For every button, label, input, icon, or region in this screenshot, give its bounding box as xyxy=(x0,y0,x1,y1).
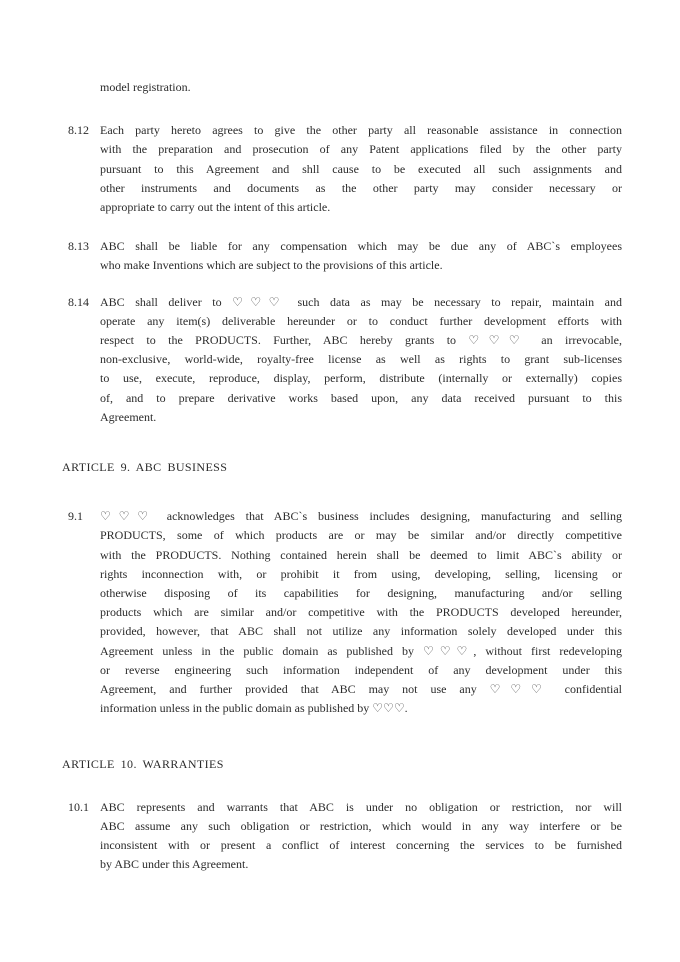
clause-8.14 xyxy=(62,293,624,427)
clause-line: of, and to prepare derivative works based upon, any data received pursuant to this xyxy=(100,390,622,405)
clause-line: PRODUCTS, some of which products are or may be similar and/or directly competitive xyxy=(100,528,622,543)
clause-line: or reverse engineering such information independent of any development under this xyxy=(100,662,622,677)
clause-line: ABC shall be liable for any compensation which may be due any of ABC`s employees xyxy=(100,239,622,254)
clause-line: inconsistent with or present a conflict of interest concerning the services to be furnished xyxy=(100,838,622,853)
clause-line: provided, however, that ABC shall not utilize any information solely developed under this xyxy=(100,624,622,639)
clause-line: with the preparation and prosecution of any Patent applications filed by the other party xyxy=(100,142,622,157)
clause-line: ABC shall deliver to ♡♡♡ such data as may be necessary to repair, maintain and xyxy=(100,294,622,309)
clause-line: to use, execute, reproduce, display, perform, distribute (internally or externally) copies xyxy=(100,371,622,386)
clause-line: appropriate to carry out the intent of this article. xyxy=(100,200,331,215)
clause-9.1 xyxy=(62,507,624,718)
clause-line: by ABC under this Agreement. xyxy=(100,857,249,872)
clause-body xyxy=(100,507,622,718)
clause-body xyxy=(100,121,622,217)
clause-number: 10.1 xyxy=(68,799,89,814)
article-heading: ARTICLE 10. WARRANTIES xyxy=(62,757,224,772)
clause-10.1 xyxy=(62,798,624,875)
clause-8.12 xyxy=(62,121,624,217)
clause-number: 8.13 xyxy=(68,239,89,254)
document-content xyxy=(62,78,624,875)
clause-body xyxy=(100,798,622,875)
clause-line: Each party hereto agrees to give the other party all reasonable assistance in connection xyxy=(100,123,622,138)
clause-number: 8.14 xyxy=(68,294,89,309)
clause-line: ABC assume any such obligation or restriction, which would in any way interfere or be xyxy=(100,818,622,833)
clause-line: products which are similar and/or competitive with the PRODUCTS developed hereunder, xyxy=(100,605,622,620)
clause-body xyxy=(100,237,622,275)
clause-line: Agreement unless in the public domain as published by ♡♡♡, without first redeveloping xyxy=(100,643,622,658)
clause-line: with the PRODUCTS. Nothing contained herein shall be deemed to limit ABC`s ability or xyxy=(100,547,622,562)
clause-line: ABC represents and warrants that ABC is under no obligation or restriction, nor will xyxy=(100,799,622,814)
clause-line: Agreement, and further provided that ABC may not use any ♡♡♡ confidential xyxy=(100,682,622,697)
clause-line: operate any item(s) deliverable hereunder or to conduct further development efforts with xyxy=(100,313,622,328)
clause-number: 9.1 xyxy=(68,509,83,524)
clause-line: information unless in the public domain as published by ♡♡♡. xyxy=(100,701,408,716)
clause-line: otherwise disposing of its capabilities for designing, manufacturing and/or selling xyxy=(100,586,622,601)
article-heading: ARTICLE 9. ABC BUSINESS xyxy=(62,460,228,475)
clause-line: Agreement. xyxy=(100,409,157,424)
clause-line: ♡♡♡ acknowledges that ABC`s business includes designing, manufacturing and selling xyxy=(100,509,622,524)
clause-line: who make Inventions which are subject to the provisions of this article. xyxy=(100,258,443,273)
clause-number: 8.12 xyxy=(68,123,89,138)
continuation-line: model registration. xyxy=(100,80,191,94)
clause-line: pursuant to this Agreement and shll cause to be executed all such assignments and xyxy=(100,161,622,176)
clause-line: other instruments and documents as the other party may consider necessary or xyxy=(100,180,622,195)
clause-line: respect to the PRODUCTS. Further, ABC hereby grants to ♡♡♡ an irrevocable, xyxy=(100,333,622,348)
clause-line: non-exclusive, world-wide, royalty-free license as well as rights to grant sub-licenses xyxy=(100,352,622,367)
clause-body xyxy=(100,293,622,427)
clause-line: rights inconnection with, or prohibit it from using, developing, selling, licensing or xyxy=(100,566,622,581)
clause-8.13 xyxy=(62,237,624,275)
